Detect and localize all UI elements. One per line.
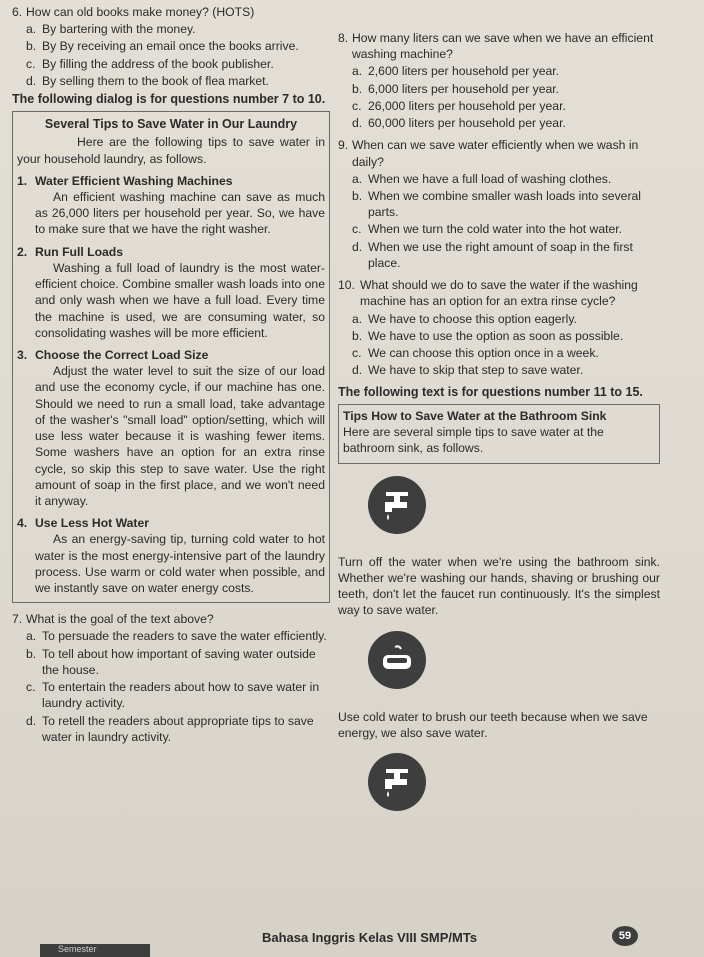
option-text: When we turn the cold water into the hot water. — [368, 222, 623, 237]
question-6 — [12, 4, 330, 89]
laundry-tips-box — [12, 111, 330, 604]
option-b — [352, 188, 660, 220]
option-b — [26, 646, 330, 678]
options-list — [338, 311, 660, 379]
option-text: By filling the address of the book publisher. — [42, 56, 274, 71]
option-text: We have to use the option as soon as possible. — [368, 328, 624, 343]
laundry-tip-heading — [17, 173, 325, 189]
option-d — [26, 713, 330, 745]
laundry-tip-body: Adjust the water level to suit the size of our load and use the economy cycle, if our machine has one. Should we need to run a small load, take advantage of the washer's "small load" option/setting, which will use less water because it is washing fewer items. Some washers have an option for an extra rinse cycle, so skip this step to save water. Use the right amount of soap in the first place, and we won't need it anyway. — [35, 364, 325, 508]
option-letter: d. — [26, 713, 37, 728]
options-list — [12, 21, 330, 89]
laundry-tip-heading — [17, 244, 325, 260]
question-number: 7. — [12, 612, 23, 627]
option-text: To retell the readers about appropriate tips to save water in laundry activity. — [42, 713, 314, 744]
options-list — [338, 171, 660, 271]
option-letter: d. — [352, 239, 363, 254]
option-letter: d. — [26, 73, 37, 88]
option-a — [352, 311, 660, 327]
option-letter: a. — [352, 64, 363, 79]
option-c — [352, 221, 660, 237]
option-d — [352, 362, 660, 378]
question-text: What should we do to save the water if the washing machine has an option for an extra rinse cycle? — [360, 278, 638, 309]
option-d — [26, 73, 330, 89]
option-letter: b. — [352, 188, 363, 203]
option-text: We have to choose this option eagerly. — [368, 311, 577, 326]
option-letter: a. — [26, 629, 37, 644]
question-number: 8. — [338, 31, 349, 45]
option-letter: c. — [26, 680, 36, 695]
option-text: When we use the right amount of soap in the first place. — [368, 239, 633, 270]
option-letter: b. — [352, 328, 363, 343]
tip-number: 4. — [17, 516, 28, 531]
option-letter: c. — [352, 345, 362, 360]
bathroom-tip-2: Use cold water to brush our teeth because when we save energy, we also save water. — [338, 709, 648, 740]
tip-number: 1. — [17, 173, 28, 188]
question-10 — [338, 277, 660, 378]
question-text: What is the goal of the text above? — [26, 612, 214, 627]
question-8 — [338, 30, 660, 131]
option-letter: c. — [352, 222, 362, 237]
option-text: When we have a full load of washing clothes. — [368, 171, 612, 186]
option-text: 60,000 liters per household per year. — [368, 116, 566, 131]
sink-illustration-area — [338, 619, 660, 709]
bathroom-tips-title: Tips How to Save Water at the Bathroom Sink — [343, 409, 607, 423]
sink-icon — [368, 631, 426, 689]
option-text: 6,000 liters per household per year. — [368, 81, 560, 96]
option-letter: b. — [352, 81, 363, 96]
option-b — [26, 38, 330, 54]
options-list — [338, 63, 660, 131]
question-text: How can old books make money? (HOTS) — [26, 5, 255, 19]
question-text: How many liters can we save when we have an efficient washing machine? — [352, 31, 654, 62]
option-letter: b. — [26, 646, 37, 661]
option-letter: d. — [352, 363, 363, 378]
option-letter: d. — [352, 116, 363, 131]
option-text: To tell about how important of saving water outside the house. — [42, 646, 316, 677]
laundry-tips-intro: Here are the following tips to save water in your household laundry, as follows. — [17, 135, 325, 166]
option-letter: c. — [352, 98, 362, 113]
tip-heading-text: Run Full Loads — [35, 244, 124, 259]
option-c — [26, 679, 330, 711]
faucet-illustration-area-2 — [338, 741, 660, 831]
question-number: 9. — [338, 138, 349, 153]
option-letter: a. — [26, 22, 37, 37]
option-text: By By receiving an email once the books arrive. — [42, 39, 299, 54]
option-a — [26, 628, 330, 644]
option-c — [352, 345, 660, 361]
tip-heading-text: Use Less Hot Water — [35, 516, 150, 531]
option-text: 26,000 liters per household per year. — [368, 98, 566, 113]
faucet-illustration-area — [338, 464, 660, 554]
option-text: By selling them to the book of flea market. — [42, 73, 269, 88]
tip-heading-text: Choose the Correct Load Size — [35, 347, 209, 362]
option-a — [26, 21, 330, 37]
section-intro-11-15: The following text is for questions number 11 to 15. — [338, 385, 643, 400]
section-intro-7-10: The following dialog is for questions number 7 to 10. — [12, 92, 326, 107]
faucet-icon — [368, 753, 426, 811]
option-d — [352, 239, 660, 271]
question-number: 6. — [12, 5, 23, 19]
question-9 — [338, 137, 660, 271]
option-text: When we combine smaller wash loads into several parts. — [368, 188, 641, 220]
option-letter: c. — [26, 56, 36, 71]
option-text: To persuade the readers to save the water efficiently. — [42, 629, 327, 644]
option-b — [352, 328, 660, 344]
bathroom-tips-intro: Here are several simple tips to save water at the bathroom sink, as follows. — [343, 425, 604, 456]
option-text: By bartering with the money. — [42, 22, 196, 37]
semester-tab: Semester — [40, 944, 150, 957]
option-b — [352, 81, 660, 97]
right-column — [338, 30, 660, 831]
option-letter: a. — [352, 311, 363, 326]
laundry-tip-body: As an energy-saving tip, turning cold water to hot water is the most energy-intensive part of the laundry process. Use warm or cold water when possible, and we instantly save on water energy costs. — [35, 532, 325, 596]
question-7 — [12, 611, 330, 745]
question-text: When can we save water efficiently when we wash in daily? — [352, 138, 639, 169]
bathroom-tip-1: Turn off the water when we're using the bathroom sink. Whether we're washing our hands, shaving or brushing our teeth, don't let the faucet run continuously. It's the simplest way to save water. — [338, 554, 660, 618]
laundry-tip-heading — [17, 347, 325, 363]
page-number: 59 — [612, 926, 638, 946]
book-title-footer: Bahasa Inggris Kelas VIII SMP/MTs — [262, 930, 478, 945]
option-letter: b. — [26, 39, 37, 54]
option-text: To entertain the readers about how to save water in laundry activity. — [42, 680, 320, 711]
laundry-tip-body: An efficient washing machine can save as much as 26,000 liters per household per year. So, we have to make sure that we have the right washer. — [35, 190, 325, 237]
option-text: We have to skip that step to save water. — [368, 363, 584, 378]
faucet-icon — [368, 476, 426, 534]
tip-heading-text: Water Efficient Washing Machines — [35, 173, 233, 188]
tip-number: 2. — [17, 244, 28, 259]
option-c — [26, 56, 330, 72]
option-d — [352, 115, 660, 131]
laundry-tips-title: Several Tips to Save Water in Our Laundry — [44, 116, 298, 131]
laundry-tip-heading — [17, 515, 325, 531]
options-list — [12, 628, 330, 745]
option-text: We can choose this option once in a week. — [368, 345, 599, 360]
left-column — [12, 4, 330, 747]
tip-number: 3. — [17, 347, 28, 362]
bathroom-tips-box — [338, 404, 660, 464]
option-text: 2,600 liters per household per year. — [368, 64, 560, 79]
laundry-tips-list — [17, 173, 325, 596]
option-c — [352, 98, 660, 114]
option-letter: a. — [352, 171, 363, 186]
question-number: 10. — [338, 278, 355, 293]
option-a — [352, 63, 660, 79]
laundry-tip-body: Washing a full load of laundry is the most water-efficient choice. Combine smaller wash loads into one and only wash when we have a full load. Every time the machine is used, we are consuming water, so consolidating washes will be more efficient. — [35, 260, 325, 340]
option-a — [352, 171, 660, 187]
